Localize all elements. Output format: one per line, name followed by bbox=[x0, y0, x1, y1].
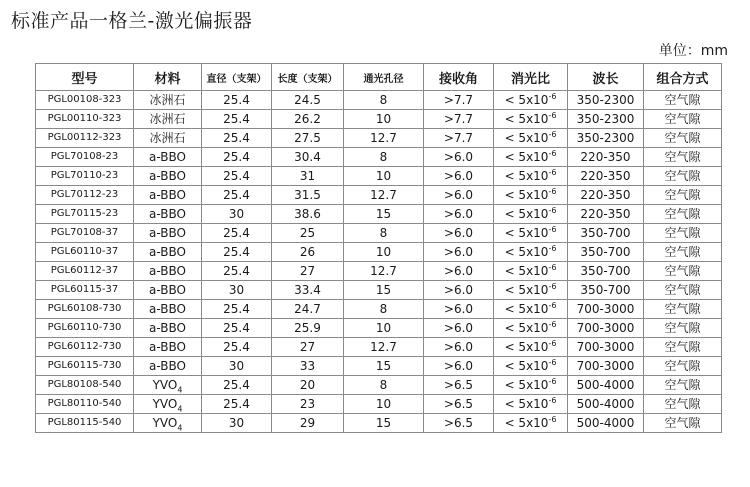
cell-model: PGL70110-23 bbox=[36, 167, 134, 186]
cell-angle: >7.7 bbox=[424, 91, 494, 110]
material-text: a-BBO bbox=[149, 283, 186, 297]
cell-combination: 空气隙 bbox=[644, 262, 722, 281]
cell-extinction bbox=[494, 224, 568, 243]
table-row bbox=[36, 338, 722, 357]
cell-angle: >6.0 bbox=[424, 281, 494, 300]
cell-material bbox=[134, 148, 202, 167]
table-row bbox=[36, 186, 722, 205]
cell-angle: >6.0 bbox=[424, 338, 494, 357]
extinction-base: < 5x10 bbox=[504, 416, 549, 430]
cell-model: PGL00112-323 bbox=[36, 129, 134, 148]
extinction-base: < 5x10 bbox=[504, 283, 549, 297]
cell-extinction bbox=[494, 91, 568, 110]
cell-material bbox=[134, 110, 202, 129]
cell-wavelength: 220-350 bbox=[568, 167, 644, 186]
cell-angle: >6.0 bbox=[424, 300, 494, 319]
extinction-exponent: -6 bbox=[548, 187, 557, 196]
extinction-base: < 5x10 bbox=[504, 150, 549, 164]
material-text: a-BBO bbox=[149, 188, 186, 202]
cell-material bbox=[134, 167, 202, 186]
extinction-base: < 5x10 bbox=[504, 245, 549, 259]
unit-label: 单位：mm bbox=[658, 43, 728, 59]
cell-model: PGL60108-730 bbox=[36, 300, 134, 319]
extinction-exponent: -6 bbox=[548, 244, 557, 253]
col-header-aperture: 通光孔径 bbox=[344, 64, 424, 91]
cell-length: 33.4 bbox=[272, 281, 344, 300]
extinction-exponent: -6 bbox=[548, 301, 557, 310]
extinction-exponent: -6 bbox=[548, 282, 557, 291]
extinction-base: < 5x10 bbox=[504, 359, 549, 373]
extinction-base: < 5x10 bbox=[504, 226, 549, 240]
material-text: 冰洲石 bbox=[149, 93, 186, 107]
table-row bbox=[36, 357, 722, 376]
cell-wavelength: 500-4000 bbox=[568, 414, 644, 433]
cell-material bbox=[134, 205, 202, 224]
extinction-exponent: -6 bbox=[548, 415, 557, 424]
cell-combination: 空气隙 bbox=[644, 129, 722, 148]
cell-diameter: 25.4 bbox=[202, 224, 272, 243]
cell-length: 31.5 bbox=[272, 186, 344, 205]
extinction-base: < 5x10 bbox=[504, 378, 549, 392]
cell-model: PGL80115-540 bbox=[36, 414, 134, 433]
material-text: 冰洲石 bbox=[149, 131, 186, 145]
extinction-exponent: -6 bbox=[548, 168, 557, 177]
table-row bbox=[36, 300, 722, 319]
product-table bbox=[35, 63, 722, 433]
cell-length: 27.5 bbox=[272, 129, 344, 148]
cell-material bbox=[134, 300, 202, 319]
cell-angle: >6.5 bbox=[424, 414, 494, 433]
cell-wavelength: 350-700 bbox=[568, 262, 644, 281]
cell-extinction bbox=[494, 376, 568, 395]
col-header-length: 长度（支架） bbox=[272, 64, 344, 91]
cell-aperture: 12.7 bbox=[344, 129, 424, 148]
extinction-base: < 5x10 bbox=[504, 169, 549, 183]
cell-aperture: 8 bbox=[344, 376, 424, 395]
cell-diameter: 25.4 bbox=[202, 300, 272, 319]
cell-length: 27 bbox=[272, 262, 344, 281]
cell-material bbox=[134, 186, 202, 205]
cell-extinction bbox=[494, 110, 568, 129]
cell-model: PGL00110-323 bbox=[36, 110, 134, 129]
table-row bbox=[36, 148, 722, 167]
material-text: 冰洲石 bbox=[149, 112, 186, 126]
cell-extinction bbox=[494, 129, 568, 148]
extinction-base: < 5x10 bbox=[504, 264, 549, 278]
cell-material bbox=[134, 395, 202, 414]
cell-length: 26 bbox=[272, 243, 344, 262]
cell-aperture: 15 bbox=[344, 205, 424, 224]
cell-material bbox=[134, 224, 202, 243]
cell-aperture: 15 bbox=[344, 414, 424, 433]
cell-wavelength: 350-2300 bbox=[568, 91, 644, 110]
extinction-base: < 5x10 bbox=[504, 207, 549, 221]
cell-extinction bbox=[494, 243, 568, 262]
cell-angle: >6.0 bbox=[424, 205, 494, 224]
extinction-exponent: -6 bbox=[548, 206, 557, 215]
col-header-model: 型号 bbox=[36, 64, 134, 91]
cell-model: PGL80108-540 bbox=[36, 376, 134, 395]
cell-diameter: 25.4 bbox=[202, 148, 272, 167]
cell-angle: >7.7 bbox=[424, 110, 494, 129]
cell-length: 23 bbox=[272, 395, 344, 414]
table-row bbox=[36, 243, 722, 262]
extinction-exponent: -6 bbox=[548, 225, 557, 234]
cell-material bbox=[134, 319, 202, 338]
cell-diameter: 30 bbox=[202, 357, 272, 376]
cell-combination: 空气隙 bbox=[644, 376, 722, 395]
extinction-base: < 5x10 bbox=[504, 112, 549, 126]
table-row bbox=[36, 395, 722, 414]
cell-model: PGL80110-540 bbox=[36, 395, 134, 414]
material-text: a-BBO bbox=[149, 226, 186, 240]
table-row bbox=[36, 91, 722, 110]
cell-extinction bbox=[494, 186, 568, 205]
table-row bbox=[36, 262, 722, 281]
cell-model: PGL70108-37 bbox=[36, 224, 134, 243]
cell-wavelength: 700-3000 bbox=[568, 357, 644, 376]
cell-material bbox=[134, 281, 202, 300]
cell-diameter: 25.4 bbox=[202, 110, 272, 129]
cell-aperture: 10 bbox=[344, 319, 424, 338]
cell-material bbox=[134, 129, 202, 148]
cell-model: PGL60115-37 bbox=[36, 281, 134, 300]
cell-angle: >6.0 bbox=[424, 243, 494, 262]
cell-diameter: 25.4 bbox=[202, 338, 272, 357]
cell-combination: 空气隙 bbox=[644, 148, 722, 167]
cell-model: PGL60115-730 bbox=[36, 357, 134, 376]
cell-angle: >6.0 bbox=[424, 319, 494, 338]
cell-combination: 空气隙 bbox=[644, 281, 722, 300]
extinction-exponent: -6 bbox=[548, 339, 557, 348]
cell-diameter: 25.4 bbox=[202, 395, 272, 414]
cell-length: 30.4 bbox=[272, 148, 344, 167]
material-text: a-BBO bbox=[149, 207, 186, 221]
cell-wavelength: 500-4000 bbox=[568, 395, 644, 414]
cell-combination: 空气隙 bbox=[644, 414, 722, 433]
extinction-base: < 5x10 bbox=[504, 302, 549, 316]
cell-diameter: 30 bbox=[202, 281, 272, 300]
cell-wavelength: 700-3000 bbox=[568, 338, 644, 357]
cell-material bbox=[134, 414, 202, 433]
material-text: a-BBO bbox=[149, 321, 186, 335]
cell-aperture: 12.7 bbox=[344, 338, 424, 357]
cell-aperture: 12.7 bbox=[344, 262, 424, 281]
cell-wavelength: 350-2300 bbox=[568, 110, 644, 129]
material-subscript: 4 bbox=[177, 385, 183, 395]
extinction-exponent: -6 bbox=[548, 263, 557, 272]
cell-extinction bbox=[494, 205, 568, 224]
extinction-base: < 5x10 bbox=[504, 131, 549, 145]
cell-aperture: 10 bbox=[344, 110, 424, 129]
cell-combination: 空气隙 bbox=[644, 300, 722, 319]
cell-diameter: 30 bbox=[202, 414, 272, 433]
cell-length: 26.2 bbox=[272, 110, 344, 129]
cell-extinction bbox=[494, 395, 568, 414]
cell-wavelength: 350-700 bbox=[568, 281, 644, 300]
cell-combination: 空气隙 bbox=[644, 243, 722, 262]
cell-model: PGL60110-37 bbox=[36, 243, 134, 262]
cell-aperture: 15 bbox=[344, 281, 424, 300]
table-row bbox=[36, 110, 722, 129]
cell-wavelength: 500-4000 bbox=[568, 376, 644, 395]
extinction-exponent: -6 bbox=[548, 396, 557, 405]
cell-extinction bbox=[494, 357, 568, 376]
cell-angle: >6.0 bbox=[424, 224, 494, 243]
cell-material bbox=[134, 91, 202, 110]
extinction-base: < 5x10 bbox=[504, 93, 549, 107]
cell-angle: >6.5 bbox=[424, 376, 494, 395]
cell-aperture: 15 bbox=[344, 357, 424, 376]
cell-combination: 空气隙 bbox=[644, 357, 722, 376]
cell-diameter: 25.4 bbox=[202, 243, 272, 262]
cell-wavelength: 700-3000 bbox=[568, 300, 644, 319]
cell-combination: 空气隙 bbox=[644, 205, 722, 224]
cell-material bbox=[134, 338, 202, 357]
cell-combination: 空气隙 bbox=[644, 338, 722, 357]
col-header-wavelength: 波长 bbox=[568, 64, 644, 91]
col-header-extinction: 消光比 bbox=[494, 64, 568, 91]
cell-length: 33 bbox=[272, 357, 344, 376]
cell-aperture: 8 bbox=[344, 224, 424, 243]
cell-angle: >6.0 bbox=[424, 262, 494, 281]
cell-wavelength: 220-350 bbox=[568, 205, 644, 224]
material-text: a-BBO bbox=[149, 150, 186, 164]
cell-material bbox=[134, 243, 202, 262]
material-base: YVO bbox=[152, 416, 178, 430]
material-text: a-BBO bbox=[149, 245, 186, 259]
cell-diameter: 25.4 bbox=[202, 319, 272, 338]
material-base: YVO bbox=[152, 378, 178, 392]
material-subscript: 4 bbox=[177, 423, 183, 433]
extinction-exponent: -6 bbox=[548, 377, 557, 386]
cell-wavelength: 220-350 bbox=[568, 186, 644, 205]
cell-aperture: 8 bbox=[344, 91, 424, 110]
cell-combination: 空气隙 bbox=[644, 186, 722, 205]
cell-length: 29 bbox=[272, 414, 344, 433]
table-row bbox=[36, 319, 722, 338]
material-text: a-BBO bbox=[149, 359, 186, 373]
cell-material bbox=[134, 357, 202, 376]
material-text: a-BBO bbox=[149, 264, 186, 278]
table-body bbox=[36, 91, 722, 433]
cell-model: PGL60112-730 bbox=[36, 338, 134, 357]
table-row bbox=[36, 224, 722, 243]
extinction-exponent: -6 bbox=[548, 130, 557, 139]
cell-diameter: 25.4 bbox=[202, 376, 272, 395]
header-row bbox=[36, 64, 722, 91]
cell-extinction bbox=[494, 300, 568, 319]
cell-diameter: 30 bbox=[202, 205, 272, 224]
col-header-diameter: 直径（支架） bbox=[202, 64, 272, 91]
cell-combination: 空气隙 bbox=[644, 110, 722, 129]
material-text: a-BBO bbox=[149, 340, 186, 354]
cell-wavelength: 220-350 bbox=[568, 148, 644, 167]
cell-model: PGL70112-23 bbox=[36, 186, 134, 205]
cell-diameter: 25.4 bbox=[202, 186, 272, 205]
cell-model: PGL60112-37 bbox=[36, 262, 134, 281]
table-row bbox=[36, 414, 722, 433]
page-title: 标准产品一格兰-激光偏振器 bbox=[11, 10, 253, 32]
col-header-combination: 组合方式 bbox=[644, 64, 722, 91]
col-header-angle: 接收角 bbox=[424, 64, 494, 91]
table-row bbox=[36, 281, 722, 300]
cell-wavelength: 350-700 bbox=[568, 224, 644, 243]
cell-aperture: 8 bbox=[344, 148, 424, 167]
cell-aperture: 10 bbox=[344, 167, 424, 186]
cell-extinction bbox=[494, 319, 568, 338]
cell-wavelength: 350-2300 bbox=[568, 129, 644, 148]
cell-length: 25.9 bbox=[272, 319, 344, 338]
extinction-exponent: -6 bbox=[548, 92, 557, 101]
cell-diameter: 25.4 bbox=[202, 91, 272, 110]
material-text: a-BBO bbox=[149, 169, 186, 183]
extinction-base: < 5x10 bbox=[504, 321, 549, 335]
cell-aperture: 10 bbox=[344, 395, 424, 414]
cell-diameter: 25.4 bbox=[202, 262, 272, 281]
material-subscript: 4 bbox=[177, 404, 183, 414]
cell-model: PGL70115-23 bbox=[36, 205, 134, 224]
cell-model: PGL60110-730 bbox=[36, 319, 134, 338]
cell-material bbox=[134, 376, 202, 395]
cell-aperture: 8 bbox=[344, 300, 424, 319]
cell-wavelength: 350-700 bbox=[568, 243, 644, 262]
extinction-base: < 5x10 bbox=[504, 397, 549, 411]
table-row bbox=[36, 376, 722, 395]
cell-wavelength: 700-3000 bbox=[568, 319, 644, 338]
cell-aperture: 10 bbox=[344, 243, 424, 262]
extinction-base: < 5x10 bbox=[504, 188, 549, 202]
extinction-base: < 5x10 bbox=[504, 340, 549, 354]
extinction-exponent: -6 bbox=[548, 320, 557, 329]
cell-angle: >6.0 bbox=[424, 357, 494, 376]
cell-model: PGL70108-23 bbox=[36, 148, 134, 167]
cell-extinction bbox=[494, 148, 568, 167]
table-row bbox=[36, 205, 722, 224]
cell-extinction bbox=[494, 281, 568, 300]
cell-combination: 空气隙 bbox=[644, 167, 722, 186]
cell-diameter: 25.4 bbox=[202, 129, 272, 148]
cell-angle: >6.0 bbox=[424, 148, 494, 167]
extinction-exponent: -6 bbox=[548, 111, 557, 120]
cell-length: 27 bbox=[272, 338, 344, 357]
cell-combination: 空气隙 bbox=[644, 395, 722, 414]
extinction-exponent: -6 bbox=[548, 358, 557, 367]
cell-angle: >6.0 bbox=[424, 167, 494, 186]
cell-combination: 空气隙 bbox=[644, 91, 722, 110]
cell-aperture: 12.7 bbox=[344, 186, 424, 205]
cell-angle: >6.0 bbox=[424, 186, 494, 205]
cell-angle: >7.7 bbox=[424, 129, 494, 148]
material-text: a-BBO bbox=[149, 302, 186, 316]
cell-extinction bbox=[494, 167, 568, 186]
cell-extinction bbox=[494, 338, 568, 357]
cell-length: 31 bbox=[272, 167, 344, 186]
cell-extinction bbox=[494, 414, 568, 433]
cell-combination: 空气隙 bbox=[644, 319, 722, 338]
cell-length: 20 bbox=[272, 376, 344, 395]
extinction-exponent: -6 bbox=[548, 149, 557, 158]
cell-combination: 空气隙 bbox=[644, 224, 722, 243]
cell-extinction bbox=[494, 262, 568, 281]
cell-length: 25 bbox=[272, 224, 344, 243]
table-row bbox=[36, 167, 722, 186]
cell-length: 24.7 bbox=[272, 300, 344, 319]
cell-model: PGL00108-323 bbox=[36, 91, 134, 110]
cell-material bbox=[134, 262, 202, 281]
col-header-material: 材料 bbox=[134, 64, 202, 91]
table-row bbox=[36, 129, 722, 148]
cell-length: 24.5 bbox=[272, 91, 344, 110]
cell-angle: >6.5 bbox=[424, 395, 494, 414]
cell-length: 38.6 bbox=[272, 205, 344, 224]
material-base: YVO bbox=[152, 397, 178, 411]
cell-diameter: 25.4 bbox=[202, 167, 272, 186]
